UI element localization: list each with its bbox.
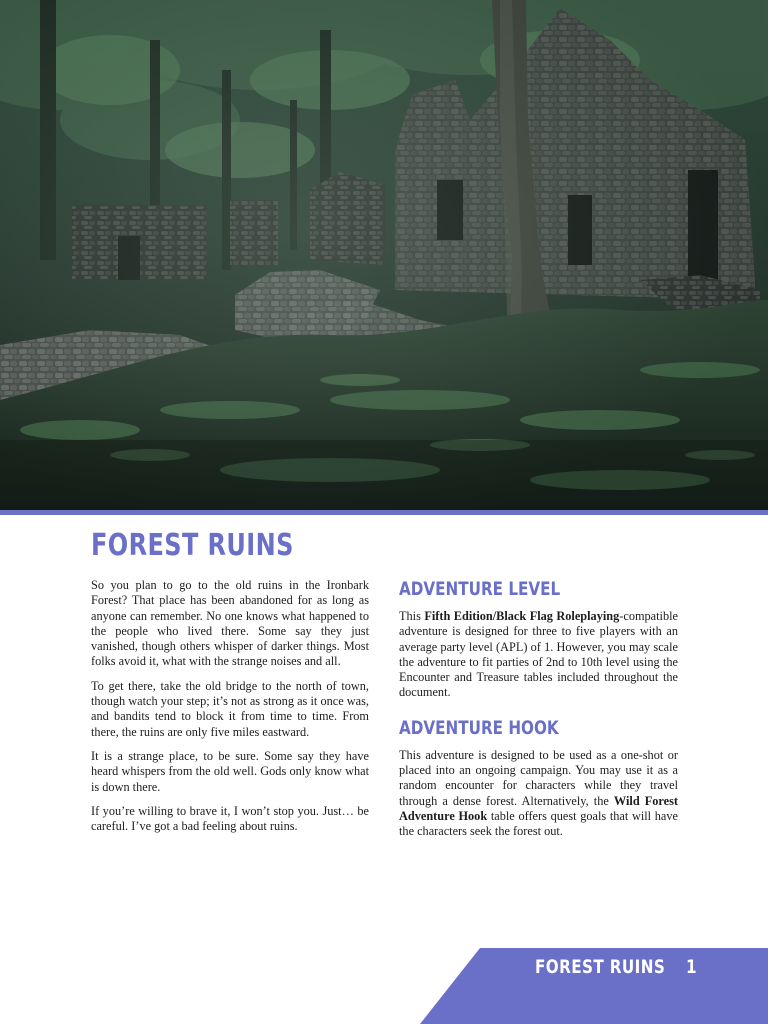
intro-paragraph: To get there, take the old bridge to the north of town, though watch your step; it’s not as strong as it once was, and bandits tend to block it from time to time. From there, the ruins are only five miles eastward. (91, 678, 369, 739)
page-number: 1 (685, 956, 697, 978)
hero-illustration (0, 0, 768, 510)
adventure-hook-bold: Wild Forest Adventure Hook (399, 793, 678, 823)
intro-column (91, 578, 369, 843)
adventure-hook-text-start: This adventure is designed to be used as a one-shot or placed into an ongoing campaign. You may use it as a random encounter for characters while they travel through a dense forest. Alternatively, the (399, 747, 678, 808)
adventure-hook-heading: ADVENTURE HOOK (399, 716, 559, 739)
footer-label (535, 956, 697, 978)
adventure-level-text (399, 609, 678, 701)
adventure-hook-text-end: table offers quest goals that will have the characters seek the forest out. (399, 808, 678, 839)
adventure-level-text-end: -compatible adventure is designed for three to five players with an average party level (APL) of 1. However, you may scale the adventure to fit parties of 2nd to 10th level using the Encounter and Treasure tables included throughout the document. (399, 609, 678, 700)
details-column (399, 576, 678, 849)
forest-ruins-illustration (0, 0, 768, 510)
hero-divider (0, 510, 768, 515)
adventure-hook-text (399, 748, 678, 840)
footer-title: FOREST RUINS (535, 956, 666, 978)
adventure-level-bold: Fifth Edition/Black Flag Roleplaying (424, 609, 620, 623)
intro-paragraph: It is a strange place, to be sure. Some say they have heard whispers from the old well. Gods only know what is down there. (91, 748, 369, 794)
intro-paragraph: So you plan to go to the old ruins in the Ironbark Forest? That place has been abandoned for as long as anyone can remember. No one knows what happened to the people who lived there. Some say they just vanished, though others whisper of darker things. Most folks avoid it, what with the strange noises and all. (91, 578, 369, 669)
adventure-level-heading: ADVENTURE LEVEL (399, 578, 561, 600)
adventure-level-text-start: This (399, 609, 425, 623)
intro-paragraph: If you’re willing to brave it, I won’t stop you. Just… be careful. I’ve got a bad feeling about ruins. (91, 803, 369, 834)
page-title: FOREST RUINS (91, 528, 294, 563)
